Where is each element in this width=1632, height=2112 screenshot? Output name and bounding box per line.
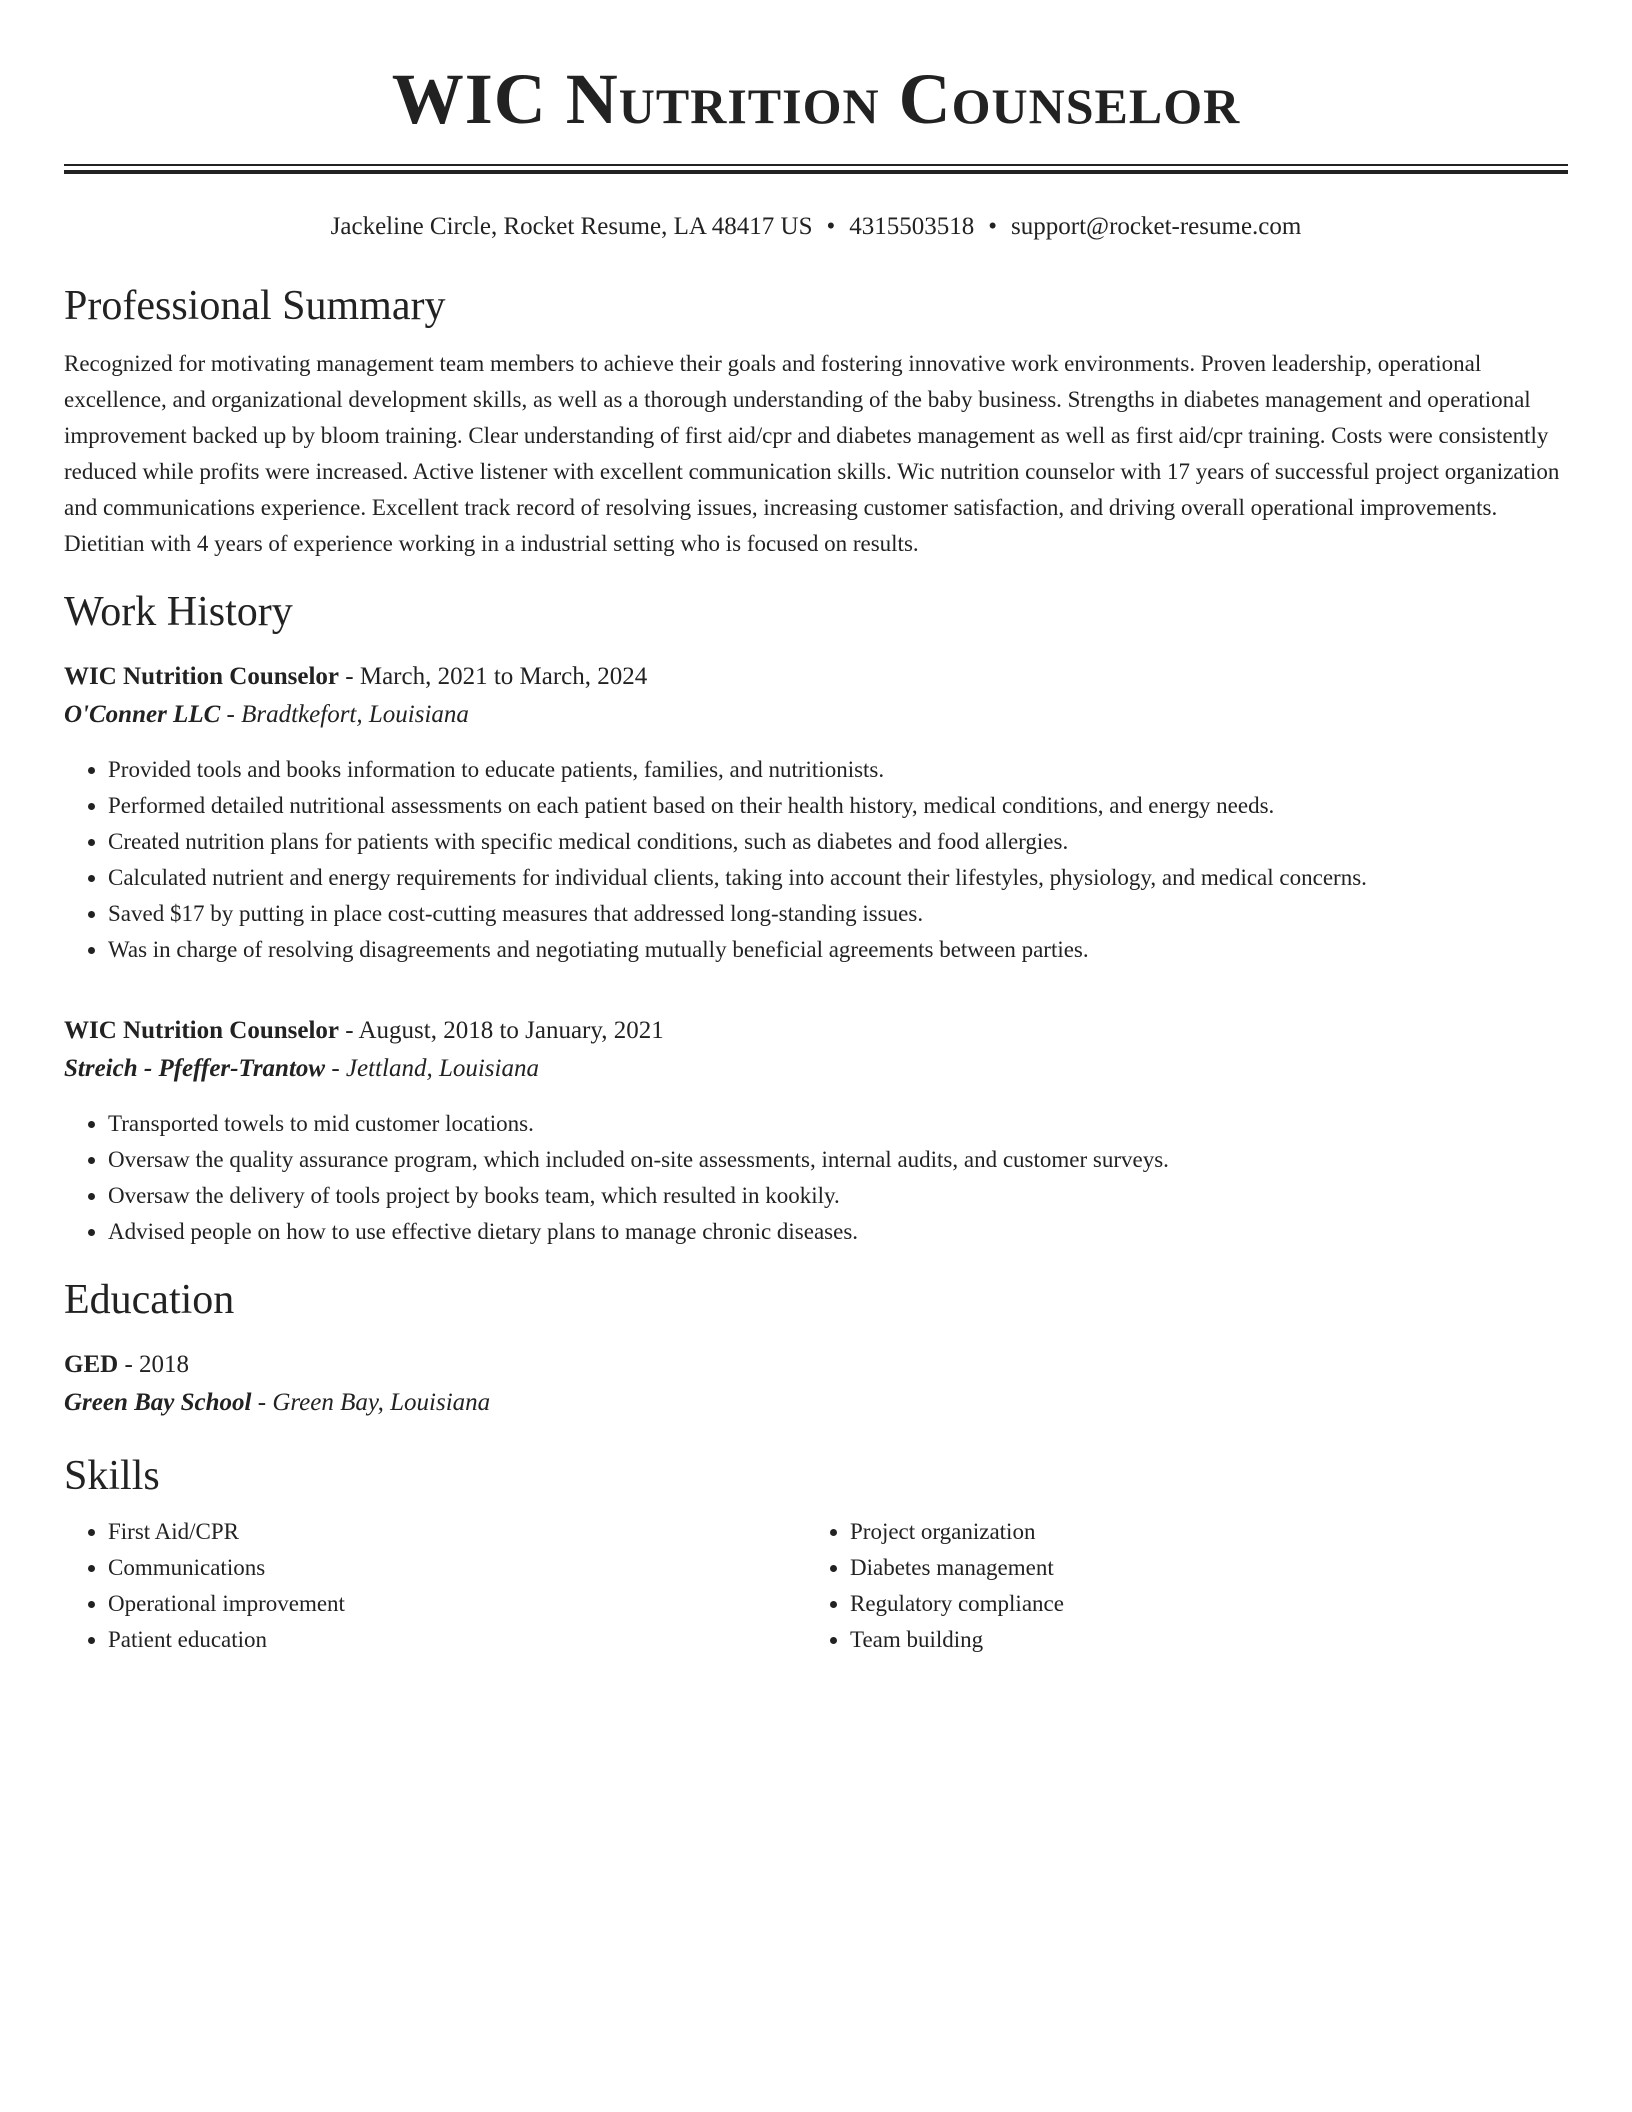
list-item: • Calculated nutrient and energy requirements for individual clients, taking into account their lifestyles, physiology, and medical concerns. [108,860,1568,896]
job-company: O'Conner LLC [64,701,221,728]
education-degree-line [64,1346,1568,1384]
list-item: • Saved $17 by putting in place cost-cutting measures that addressed long-standing issues. [108,896,1568,932]
job-title-line [64,658,1568,696]
job-bullets [64,1106,1568,1250]
job-company: Streich - Pfeffer-Trantow [64,1055,326,1082]
education-entry [64,1346,1568,1422]
summary-text: Recognized for motivating management team members to achieve their goals and fostering innovative work environments. Proven leadership, operational excellence, and organizational development skills, as well as a thorough understanding of the baby business. Strengths in diabetes management and operational improvement backed up by bloom training. Clear understanding of first aid/cpr and diabetes management as well as first aid/cpr training. Costs were consistently reduced while profits were increased. Active listener with excellent communication skills. Wic nutrition counselor with 17 years of successful project organization and communications experience. Excellent track record of resolving issues, increasing customer satisfaction, and driving overall operational improvements. Dietitian with 4 years of experience working in a industrial setting who is focused on results. [64,351,1560,556]
list-item: • Oversaw the quality assurance program, which included on-site assessments, internal audits, and customer surveys. [108,1142,1568,1178]
job-entry-1 [64,658,1568,968]
education-school-line [64,1384,1568,1422]
skills-grid [64,1514,1568,1658]
skill-item: • Communications [108,1550,806,1586]
education-heading: Education [64,1277,235,1323]
job-entry-2 [64,1012,1568,1250]
resume-title: WIC Nutrition Counselor [391,59,1241,139]
education-degree: GED [64,1351,119,1378]
job-dates: - August, 2018 to January, 2021 [339,1017,664,1044]
job-company-line [64,696,1568,734]
skill-item: • First Aid/CPR [108,1514,806,1550]
job-dates: - March, 2021 to March, 2024 [339,663,648,690]
contact-phone: 4315503518 [849,213,975,240]
contact-email: support@rocket-resume.com [1011,213,1302,240]
contact-separator: • [988,213,998,240]
education-year: - 2018 [118,1351,190,1378]
list-item: • Performed detailed nutritional assessments on each patient based on their health history, medical conditions, and energy needs. [108,788,1568,824]
list-item: • Advised people on how to use effective dietary plans to manage chronic diseases. [108,1214,1568,1250]
job-location: - Jettland, Louisiana [325,1055,539,1082]
list-item: • Was in charge of resolving disagreements and negotiating mutually beneficial agreements between parties. [108,932,1568,968]
skill-item: • Patient education [108,1622,806,1658]
job-title-line [64,1012,1568,1050]
list-item: • Created nutrition plans for patients with specific medical conditions, such as diabetes and food allergies. [108,824,1568,860]
skill-item: • Diabetes management [850,1550,1548,1586]
job-bullets [64,752,1568,968]
skill-item: • Regulatory compliance [850,1586,1548,1622]
list-item: • Transported towels to mid customer locations. [108,1106,1568,1142]
skills-column-left [64,1514,806,1658]
job-role: WIC Nutrition Counselor [64,663,340,690]
education-school: Green Bay School [64,1389,252,1416]
skill-item: • Operational improvement [108,1586,806,1622]
skill-item: • Team building [850,1622,1548,1658]
contact-line [64,212,1568,242]
contact-separator: • [826,213,836,240]
job-company-line [64,1050,1568,1088]
skills-column-right [806,1514,1548,1658]
job-role: WIC Nutrition Counselor [64,1017,340,1044]
summary-heading: Professional Summary [64,283,446,329]
resume-page [64,0,1568,1658]
education-location: - Green Bay, Louisiana [251,1389,491,1416]
title-divider [64,164,1568,174]
job-location: - Bradtkefort, Louisiana [220,701,469,728]
list-item: • Provided tools and books information to educate patients, families, and nutritionists. [108,752,1568,788]
skills-heading: Skills [64,1453,160,1499]
work-history-heading: Work History [64,589,293,635]
skill-item: • Project organization [850,1514,1548,1550]
list-item: • Oversaw the delivery of tools project by books team, which resulted in kookily. [108,1178,1568,1214]
contact-address: Jackeline Circle, Rocket Resume, LA 48417 US [330,213,813,240]
